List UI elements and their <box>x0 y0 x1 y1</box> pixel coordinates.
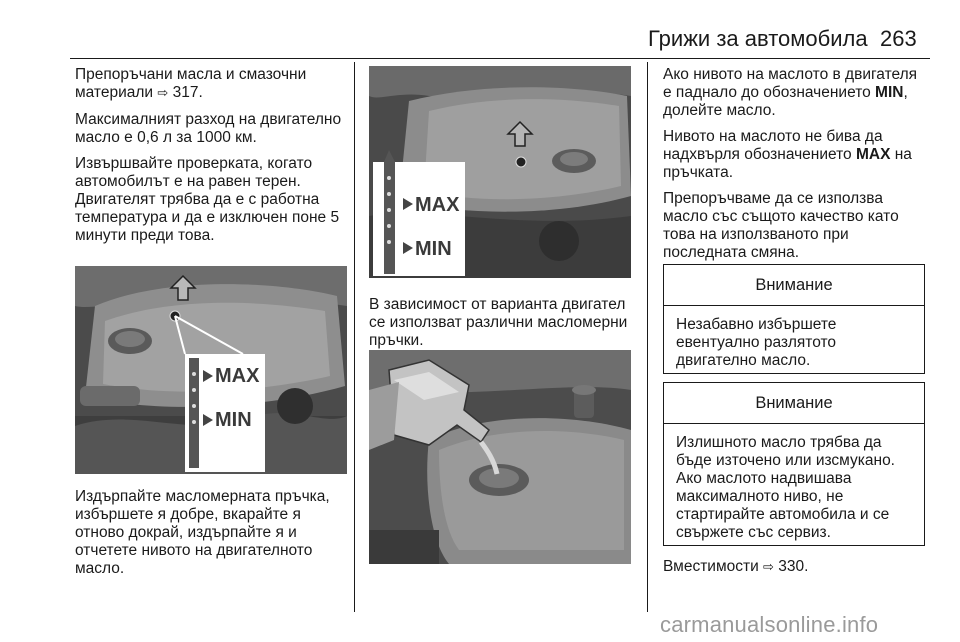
column-3 <box>663 66 925 270</box>
page-ref-link-330[interactable]: 330 <box>778 558 805 575</box>
oil-quality-paragraph: Препоръчваме да се използва масло със същото качество като това на използваното при последната смяна. <box>663 190 899 261</box>
dipstick-variants-paragraph: В зависимост от варианта двигател се използват различни масломерни пръчки. <box>369 296 628 349</box>
header-rule <box>70 58 930 59</box>
caution-box-2 <box>663 382 925 546</box>
column-1 <box>75 66 347 253</box>
caution-text: Излишното масло трябва да бъде източено или изсмукано. Ако маслото надвишава максималното ниво, не стартирайте автомобила и се свържете със сервиз. <box>676 434 895 541</box>
min-label: MIN <box>415 238 452 260</box>
min-level-paragraph: Ако нивото на маслото в двигателя е паднало до обозначението MIN, долейте масло. <box>663 66 918 119</box>
max-level-paragraph: Нивото на маслото не бива да надхвърля обозначението MAX на пръчката. <box>663 128 912 181</box>
dipstick-illustration-1 <box>75 266 347 474</box>
page-ref-arrow-icon: ⇨ <box>763 560 774 575</box>
column-divider-2 <box>647 62 648 612</box>
watermark: carmanualsonline.info <box>660 612 879 637</box>
capacities-reference: Вместимости ⇨ 330. <box>663 558 809 575</box>
column-2 <box>369 296 631 358</box>
consumption-paragraph: Максималният разход на двигателно масло е 0,6 л за 1000 км. <box>75 111 342 146</box>
min-label: MIN <box>215 409 252 431</box>
page-ref-arrow-icon: ⇨ <box>157 86 169 101</box>
caution-text: Незабавно избършете евентуално разлятото двигателно масло. <box>676 316 837 369</box>
caution-title: Внимание <box>664 383 924 424</box>
oil-filling-illustration <box>369 350 631 564</box>
page-ref-link-317[interactable]: 317 <box>172 84 199 101</box>
caution-box-1 <box>663 264 925 374</box>
dipstick-instructions-paragraph: Издърпайте масломерната пръчка, избършете я добре, вкарайте я отново докрай, издърпайте я и отчетете нивото на двигателното масло. <box>75 488 330 577</box>
check-conditions-paragraph: Извършвайте проверката, когато автомобилът е на равен терен. Двигателят трябва да е с работна температура и да е изключен поне 5 минути преди това. <box>75 155 340 244</box>
column-divider-1 <box>354 62 355 612</box>
max-label: MAX <box>215 365 260 387</box>
max-label: MAX <box>415 194 460 216</box>
lubricants-paragraph: Препоръчани масла и смазочни материали ⇨ 317. <box>75 66 307 101</box>
column-1-bottom <box>75 488 347 586</box>
caution-title: Внимание <box>664 265 924 306</box>
page-header-title: Грижи за автомобила <box>648 26 868 51</box>
dipstick-illustration-2 <box>369 66 631 278</box>
page-number: 263 <box>880 26 917 51</box>
